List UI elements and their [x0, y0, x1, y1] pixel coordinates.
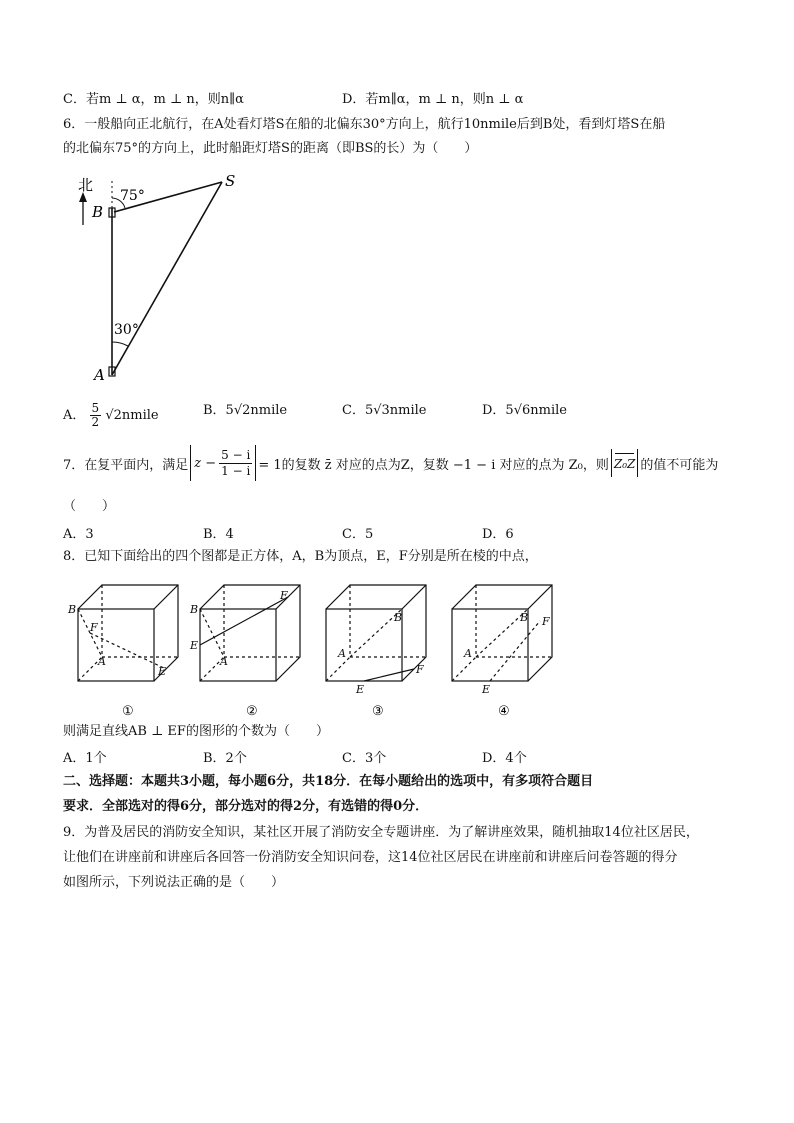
q6-option-b: B．5√2nmile — [203, 403, 288, 418]
q6-option-c: C．5√3nmile — [342, 403, 427, 418]
q7-abs-z: z − — [194, 455, 217, 471]
figure-number-3: ③ — [372, 704, 384, 719]
q8-cube-figures — [60, 575, 560, 720]
q6-option-d: D．5√6nmile — [482, 403, 567, 418]
q7-answer-paren: （ ） — [63, 499, 116, 514]
section2-heading-line2: 要求．全部选对的得6分，部分选对的得2分，有选错的得0分． — [63, 799, 429, 814]
svg-text:A: A — [464, 647, 472, 660]
cube-3 — [326, 585, 426, 696]
svg-text:A: A — [98, 655, 106, 668]
svg-text:B: B — [520, 611, 529, 624]
q6-option-a — [63, 402, 159, 429]
q8-option-c: C．3个 — [342, 751, 387, 766]
cube-4 — [452, 585, 552, 696]
fraction-numerator: 5 — [91, 401, 100, 415]
q7-suffix: 的值不可能为 — [640, 457, 719, 473]
q7-option-d: D．6 — [482, 527, 514, 542]
svg-text:E: E — [356, 683, 365, 696]
q9-stem-line1: 9．为普及居民的消防安全知识，某社区开展了消防安全专题讲座．为了解讲座效果，随机抽取14位社区居民， — [63, 825, 699, 840]
svg-text:F: F — [90, 621, 98, 634]
q5-option-c: C．若m ⊥ α，m ⊥ n，则n∥α — [63, 92, 244, 107]
q7-vector-text: Z₀Z — [613, 457, 636, 471]
q7-vector-modulus — [611, 449, 639, 477]
point-b-label: B — [92, 203, 104, 221]
q7-fraction — [219, 448, 252, 479]
q6-option-a-rest: √2nmile — [105, 408, 159, 423]
q7-prefix: 7．在复平面内，满足 — [63, 457, 189, 473]
svg-text:F: F — [542, 615, 550, 628]
svg-text:B: B — [394, 611, 403, 624]
point-a-label: A — [94, 366, 105, 384]
segment-as — [112, 182, 222, 375]
q9-stem-line2: 让他们在讲座前和讲座后各回答一份消防安全知识问卷，这14位社区居民在讲座前和讲座后问卷答题的得分 — [63, 850, 678, 865]
q8-question: 则满足直线AB ⊥ EF的图形的个数为（ ） — [63, 724, 329, 739]
fraction-denominator: 2 — [91, 415, 100, 429]
svg-text:E: E — [482, 683, 491, 696]
point-s-label: S — [225, 172, 236, 190]
cube-1 — [67, 585, 178, 681]
q6-option-a-fraction — [90, 402, 102, 429]
q7-stem — [63, 443, 718, 483]
q7-fraction-numerator: 5 − i — [221, 447, 251, 462]
q9-stem-line3: 如图所示，下列说法正确的是（ ） — [63, 875, 285, 890]
q8-stem: 8．已知下面给出的四个图都是正方体，A，B为顶点，E，F分别是所在棱的中点， — [63, 549, 538, 564]
svg-text:A: A — [220, 655, 228, 668]
q6-stem-line2: 的北偏东75°的方向上，此时船距灯塔S的距离（即BS的长）为（ ） — [63, 141, 478, 156]
svg-text:A: A — [338, 647, 346, 660]
angle-30-label: 30° — [114, 322, 139, 338]
svg-text:F: F — [416, 663, 424, 676]
figure-number-4: ④ — [498, 704, 510, 719]
q8-option-b: B．2个 — [203, 751, 247, 766]
q6-figure — [70, 170, 250, 385]
vector-arrow — [615, 453, 635, 454]
q7-option-b: B．4 — [203, 527, 234, 542]
figure-number-1: ① — [122, 704, 134, 719]
q7-mid: = 1的复数 z̄ 对应的点为Z，复数 −1 − i 对应的点为 Z₀，则 — [258, 457, 609, 473]
svg-text:B: B — [68, 603, 77, 616]
q8-option-d: D．4个 — [482, 751, 527, 766]
q6-stem-line1: 6．一般船向正北航行，在A处看灯塔S在船的北偏东30°方向上，航行10nmile后到B处，看到灯塔S在船 — [63, 117, 666, 132]
q5-option-d: D．若m∥α，m ⊥ n，则n ⊥ α — [342, 92, 524, 107]
svg-text:F: F — [280, 589, 288, 602]
svg-text:E: E — [158, 665, 167, 678]
angle-75-label: 75° — [120, 188, 145, 204]
cube-2 — [189, 585, 300, 681]
angle-arc-30 — [112, 342, 128, 346]
q7-abs-expression — [190, 445, 256, 481]
q7-option-c: C．5 — [342, 527, 374, 542]
q8-option-a: A．1个 — [63, 751, 107, 766]
north-label: 北 — [78, 176, 94, 194]
figure-number-2: ② — [246, 704, 258, 719]
svg-text:E: E — [190, 639, 199, 652]
section2-heading-line1: 二、选择题：本题共3小题，每小题6分，共18分．在每小题给出的选项中，有多项符合题目 — [63, 774, 594, 789]
q7-option-a: A．3 — [63, 527, 94, 542]
svg-text:B: B — [190, 603, 199, 616]
q7-fraction-denominator: 1 − i — [221, 463, 251, 478]
q6-option-a-prefix: A． — [63, 408, 86, 423]
